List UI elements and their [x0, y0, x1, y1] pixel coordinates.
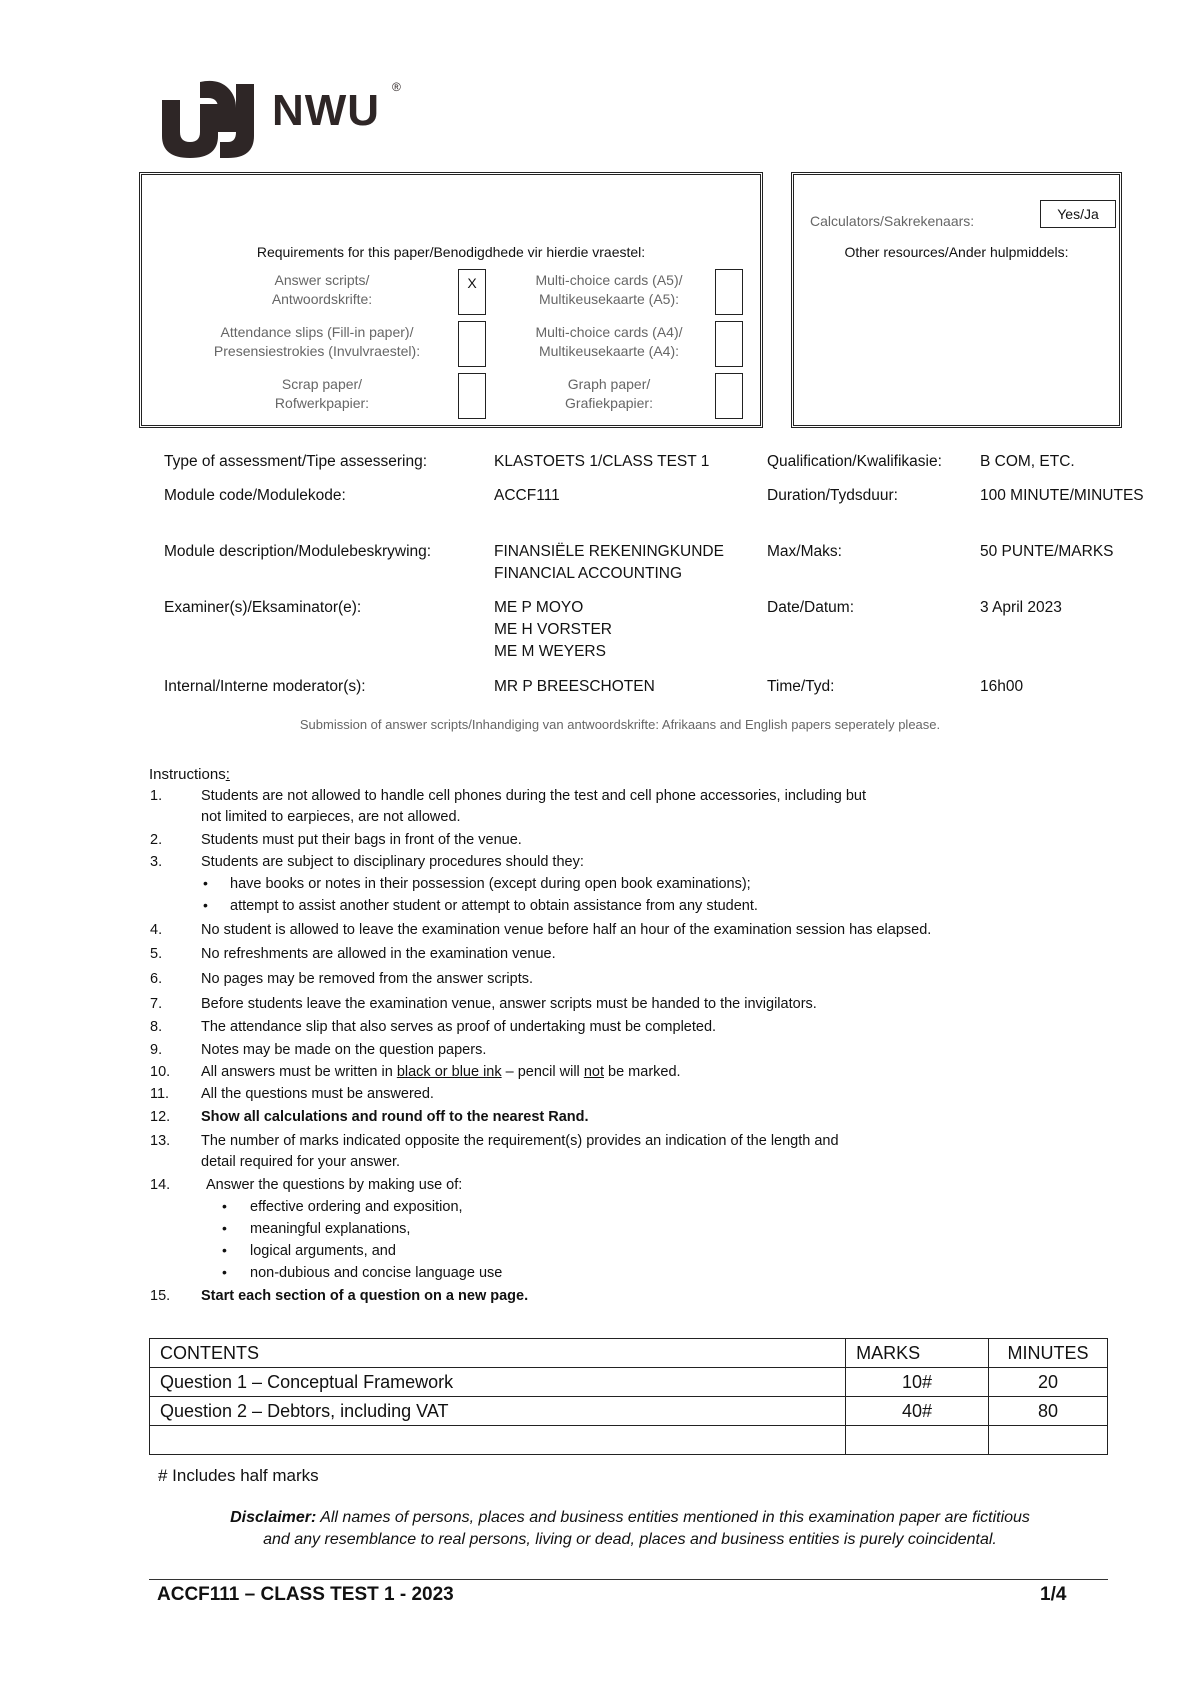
- requirements-box: [139, 172, 763, 428]
- minutes-cell: 20: [989, 1368, 1108, 1397]
- max-value: 50 PUNTE/MARKS: [980, 543, 1114, 560]
- calculators-value: Yes/Ja: [1040, 200, 1116, 228]
- time-label: Time/Tyd:: [767, 678, 835, 695]
- minutes-cell: 80: [989, 1397, 1108, 1426]
- module-description-value: FINANSIËLE REKENINGKUNDE FINANCIAL ACCOUNTING: [494, 543, 724, 582]
- req-graph-label: Graph paper/ Grafiekpapier:: [565, 376, 653, 411]
- instruction-5: No refreshments are allowed in the examination venue.: [201, 946, 556, 962]
- instruction-12: Show all calculations and round off to the nearest Rand.: [201, 1109, 589, 1125]
- marks-cell: 10#: [846, 1368, 989, 1397]
- instruction-number: 6.: [150, 971, 163, 987]
- type-value: KLASTOETS 1/CLASS TEST 1: [494, 453, 710, 470]
- table-header-row: [150, 1339, 1108, 1368]
- nwu-logo-mark-icon: [160, 80, 270, 160]
- instruction-number: 13.: [150, 1133, 171, 1149]
- page-number: 1/4: [1040, 1584, 1067, 1605]
- instruction-14: Answer the questions by making use of:: [206, 1177, 463, 1193]
- duration-label: Duration/Tydsduur:: [767, 487, 898, 504]
- resources-box: [791, 172, 1122, 428]
- module-description-label: Module description/Modulebeskrywing:: [164, 543, 432, 560]
- requirements-title: Requirements for this paper/Benodigdhede vir hierdie vraestel:: [256, 244, 646, 260]
- marks-cell: 40#: [846, 1397, 989, 1426]
- instruction-14-bullet-3: logical arguments, and: [250, 1243, 396, 1259]
- qualification-label: Qualification/Kwalifikasie:: [767, 453, 942, 470]
- bullet-icon: •: [222, 1220, 227, 1236]
- instruction-number: 8.: [150, 1019, 163, 1035]
- bullet-icon: •: [222, 1198, 227, 1214]
- req-scrap-label: Scrap paper/ Rofwerkpapier:: [274, 376, 370, 411]
- duration-value: 100 MINUTE/MINUTES: [980, 487, 1144, 504]
- logo-text: NWU: [272, 86, 381, 135]
- instruction-9: Notes may be made on the question papers.: [201, 1042, 487, 1058]
- disclaimer: Disclaimer: All names of persons, places and business entities mentioned in this examination paper are fictitious and any resemblance to real persons, living or dead, places and business entities is purely coincidental.: [230, 1509, 1030, 1548]
- contents-table: [149, 1338, 1108, 1455]
- instruction-number: 7.: [150, 996, 163, 1012]
- req-mc-a4-label: Multi-choice cards (A4)/ Multikeusekaarte (A4):: [535, 324, 683, 359]
- module-code-label: Module code/Modulekode:: [164, 487, 346, 504]
- instruction-number: 11.: [150, 1086, 170, 1102]
- req-scrap-checkbox[interactable]: [458, 373, 486, 419]
- instruction-3-bullet-2: attempt to assist another student or attempt to obtain assistance from any student.: [230, 898, 758, 914]
- instruction-number: 2.: [150, 832, 163, 848]
- date-value: 3 April 2023: [980, 599, 1062, 616]
- req-mc-a5-checkbox[interactable]: [715, 269, 743, 315]
- instruction-2: Students must put their bags in front of the venue.: [201, 832, 522, 848]
- req-mc-a4-checkbox[interactable]: [715, 321, 743, 367]
- examiner-label: Examiner(s)/Eksaminator(e):: [164, 599, 362, 616]
- instruction-8: The attendance slip that also serves as proof of undertaking must be completed.: [201, 1019, 717, 1035]
- footer-divider: [149, 1579, 1108, 1580]
- bullet-icon: •: [222, 1242, 227, 1258]
- table-row: [150, 1368, 1108, 1397]
- instruction-number: 4.: [150, 922, 163, 938]
- date-label: Date/Datum:: [767, 599, 855, 616]
- table-row: [150, 1426, 1108, 1455]
- req-mc-a5-label: Multi-choice cards (A5)/ Multikeusekaarte (A5):: [535, 272, 683, 307]
- marks-header: MARKS: [846, 1339, 989, 1368]
- instruction-13: The number of marks indicated opposite the requirement(s) provides an indication of the length and detail required for your answer.: [201, 1133, 839, 1170]
- bullet-icon: •: [203, 897, 208, 913]
- type-label: Type of assessment/Tipe assessering:: [164, 453, 428, 470]
- qualification-value: B COM, ETC.: [980, 453, 1075, 470]
- instruction-1: Students are not allowed to handle cell phones during the test and cell phone accessories, including but not limited to earpieces, are not allowed.: [201, 788, 867, 825]
- moderator-value: MR P BREESCHOTEN: [494, 678, 655, 695]
- module-code-value: ACCF111: [494, 487, 560, 504]
- instruction-4: No student is allowed to leave the examination venue before half an hour of the examination session has elapsed.: [201, 922, 932, 938]
- instruction-15: Start each section of a question on a new page.: [201, 1288, 529, 1304]
- req-attendance-label: Attendance slips (Fill-in paper)/ Presensiestrokies (Invulvraestel):: [213, 324, 421, 359]
- instruction-number: 15.: [150, 1288, 171, 1304]
- contents-header: CONTENTS: [150, 1339, 846, 1368]
- calculators-label: Calculators/Sakrekenaars:: [810, 213, 975, 229]
- instruction-6: No pages may be removed from the answer scripts.: [201, 971, 534, 987]
- minutes-header: MINUTES: [989, 1339, 1108, 1368]
- moderator-label: Internal/Interne moderator(s):: [164, 678, 366, 695]
- question-cell: Question 1 – Conceptual Framework: [150, 1368, 846, 1397]
- instruction-number: 9.: [150, 1042, 163, 1058]
- instruction-number: 3.: [150, 854, 163, 870]
- instruction-3-bullet-1: have books or notes in their possession (except during open book examinations);: [230, 876, 751, 892]
- marks-cell: [846, 1426, 989, 1455]
- instructions-heading: Instructions:: [149, 766, 230, 783]
- instruction-11: All the questions must be answered.: [201, 1086, 434, 1102]
- instruction-number: 10.: [150, 1064, 171, 1080]
- half-marks-note: # Includes half marks: [158, 1466, 319, 1485]
- time-value: 16h00: [980, 678, 1024, 695]
- instruction-14-bullet-1: effective ordering and exposition,: [250, 1199, 463, 1215]
- instruction-number: 5.: [150, 946, 163, 962]
- req-graph-checkbox[interactable]: [715, 373, 743, 419]
- req-attendance-checkbox[interactable]: [458, 321, 486, 367]
- instruction-7: Before students leave the examination venue, answer scripts must be handed to the invigilators.: [201, 996, 817, 1012]
- max-label: Max/Maks:: [767, 543, 842, 560]
- bullet-icon: •: [222, 1264, 227, 1280]
- other-resources-label: Other resources/Ander hulpmiddels:: [844, 244, 1069, 260]
- req-answer-scripts-checkbox[interactable]: X: [458, 269, 486, 315]
- req-answer-scripts-label: Answer scripts/ Antwoordskrifte:: [271, 272, 373, 307]
- question-cell: Question 2 – Debtors, including VAT: [150, 1397, 846, 1426]
- examiner-value: ME P MOYO ME H VORSTER ME M WEYERS: [494, 599, 612, 660]
- minutes-cell: [989, 1426, 1108, 1455]
- instruction-14-bullet-4: non-dubious and concise language use: [250, 1265, 503, 1281]
- submission-note: Submission of answer scripts/Inhandiging van antwoordskrifte: Afrikaans and English papers seperately please.: [299, 717, 941, 732]
- instruction-number: 1.: [150, 788, 163, 804]
- instruction-14-bullet-2: meaningful explanations,: [250, 1221, 411, 1237]
- registered-mark: ®: [392, 80, 401, 94]
- instruction-3: Students are subject to disciplinary procedures should they:: [201, 854, 584, 870]
- footer-title: ACCF111 – CLASS TEST 1 - 2023: [157, 1584, 454, 1605]
- bullet-icon: •: [203, 875, 208, 891]
- instruction-number: 12.: [150, 1109, 171, 1125]
- question-cell: [150, 1426, 846, 1455]
- instruction-10: All answers must be written in black or blue ink – pencil will not be marked.: [201, 1064, 681, 1080]
- table-row: [150, 1397, 1108, 1426]
- nwu-logo: [160, 80, 420, 160]
- instruction-number: 14.: [150, 1177, 171, 1193]
